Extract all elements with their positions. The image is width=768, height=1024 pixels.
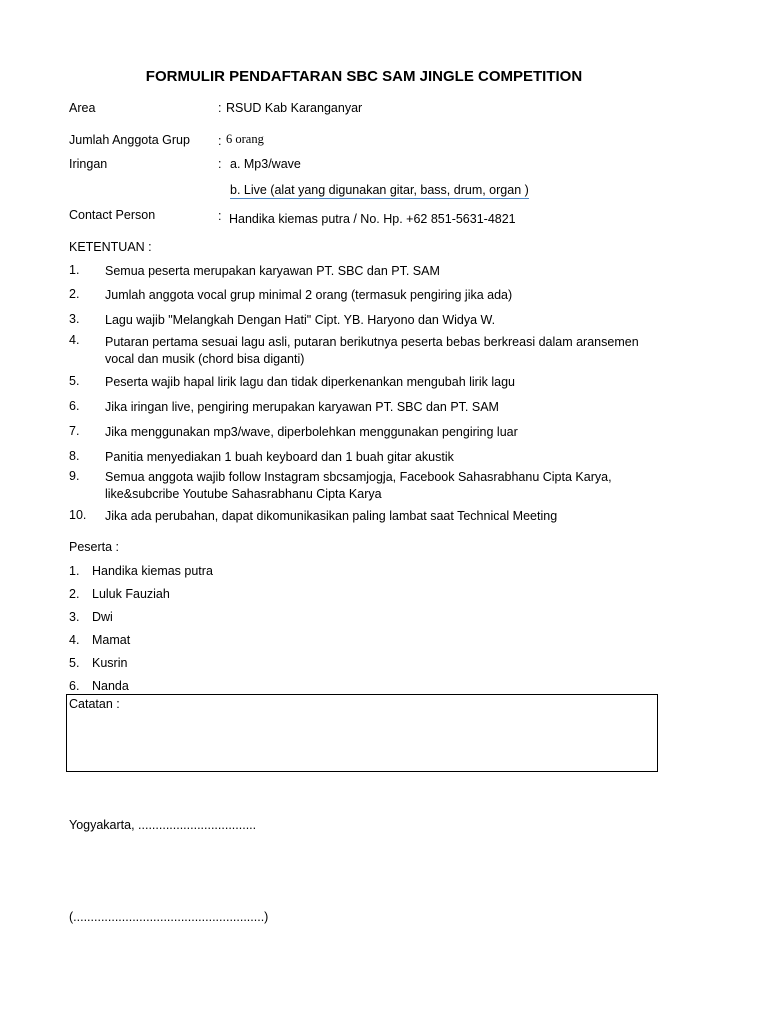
- rule-number: 8.: [69, 449, 80, 463]
- accompaniment-option-a: a. Mp3/wave: [230, 157, 301, 171]
- rule-number: 5.: [69, 374, 80, 388]
- rule-number: 6.: [69, 399, 80, 413]
- rule-text: Peserta wajib hapal lirik lagu dan tidak diperkenankan mengubah lirik lagu: [105, 375, 515, 389]
- rule-text: Putaran pertama sesuai lagu asli, putaran berikutnya peserta bebas berkreasi dalam aransemen vocal dan musik (chord bisa diganti): [105, 335, 639, 366]
- accompaniment-colon: :: [218, 157, 222, 171]
- rule-number: 7.: [69, 424, 80, 438]
- rule-number: 3.: [69, 312, 80, 326]
- rule-number: 4.: [69, 333, 80, 347]
- contact-value: Handika kiemas putra / No. Hp. +62 851-5631-4821: [229, 212, 516, 226]
- participant-name: Dwi: [92, 610, 113, 624]
- notes-label: Catatan :: [69, 697, 120, 711]
- area-value: RSUD Kab Karanganyar: [226, 101, 363, 115]
- group-size-label: Jumlah Anggota Grup: [69, 133, 190, 147]
- place-date-line: Yogyakarta, ..................................: [69, 818, 257, 832]
- participant-number: 3.: [69, 610, 80, 624]
- rule-number: 10.: [69, 508, 87, 522]
- participant-number: 2.: [69, 587, 80, 601]
- form-title: FORMULIR PENDAFTARAN SBC SAM JINGLE COMPETITION: [145, 68, 583, 85]
- participant-name: Handika kiemas putra: [92, 564, 213, 578]
- accompaniment-option-b: b. Live (alat yang digunakan gitar, bass, drum, organ ): [230, 183, 529, 197]
- rule-text: Panitia menyediakan 1 buah keyboard dan 1 buah gitar akustik: [105, 450, 454, 464]
- rule-text: Jika menggunakan mp3/wave, diperbolehkan menggunakan pengiring luar: [105, 425, 518, 439]
- notes-box[interactable]: [66, 694, 658, 772]
- rule-text: Semua peserta merupakan karyawan PT. SBC dan PT. SAM: [105, 264, 440, 278]
- rule-text: Jika iringan live, pengiring merupakan karyawan PT. SBC dan PT. SAM: [105, 400, 499, 414]
- participant-name: Mamat: [92, 633, 131, 647]
- participant-number: 4.: [69, 633, 80, 647]
- group-size-value: 6 orang: [226, 132, 264, 146]
- signature-name-line: (.......................................................): [69, 910, 269, 924]
- area-colon: :: [218, 101, 222, 115]
- rule-text: Jumlah anggota vocal grup minimal 2 orang (termasuk pengiring jika ada): [105, 288, 513, 302]
- rule-text: Semua anggota wajib follow Instagram sbcsamjogja, Facebook Sahasrabhanu Cipta Karya, like&subcribe Youtube Sahasrabhanu Cipta Karya: [105, 470, 612, 501]
- participant-number: 1.: [69, 564, 80, 578]
- participant-name: Kusrin: [92, 656, 128, 670]
- rule-number: 1.: [69, 263, 80, 277]
- rules-heading: KETENTUAN :: [69, 240, 152, 254]
- participant-number: 6.: [69, 679, 80, 693]
- group-size-colon: :: [218, 134, 222, 148]
- participant-name: Nanda: [92, 679, 129, 693]
- participant-name: Luluk Fauziah: [92, 587, 170, 601]
- area-label: Area: [69, 101, 96, 115]
- accompaniment-label: Iringan: [69, 157, 108, 171]
- rule-number: 9.: [69, 469, 80, 483]
- rule-number: 2.: [69, 287, 80, 301]
- participants-heading: Peserta :: [69, 540, 120, 554]
- contact-label: Contact Person: [69, 208, 156, 222]
- participant-number: 5.: [69, 656, 80, 670]
- rule-text: Lagu wajib "Melangkah Dengan Hati" Cipt. YB. Haryono dan Widya W.: [105, 313, 496, 327]
- rule-text: Jika ada perubahan, dapat dikomunikasikan paling lambat saat Technical Meeting: [105, 509, 558, 523]
- contact-colon: :: [218, 209, 222, 223]
